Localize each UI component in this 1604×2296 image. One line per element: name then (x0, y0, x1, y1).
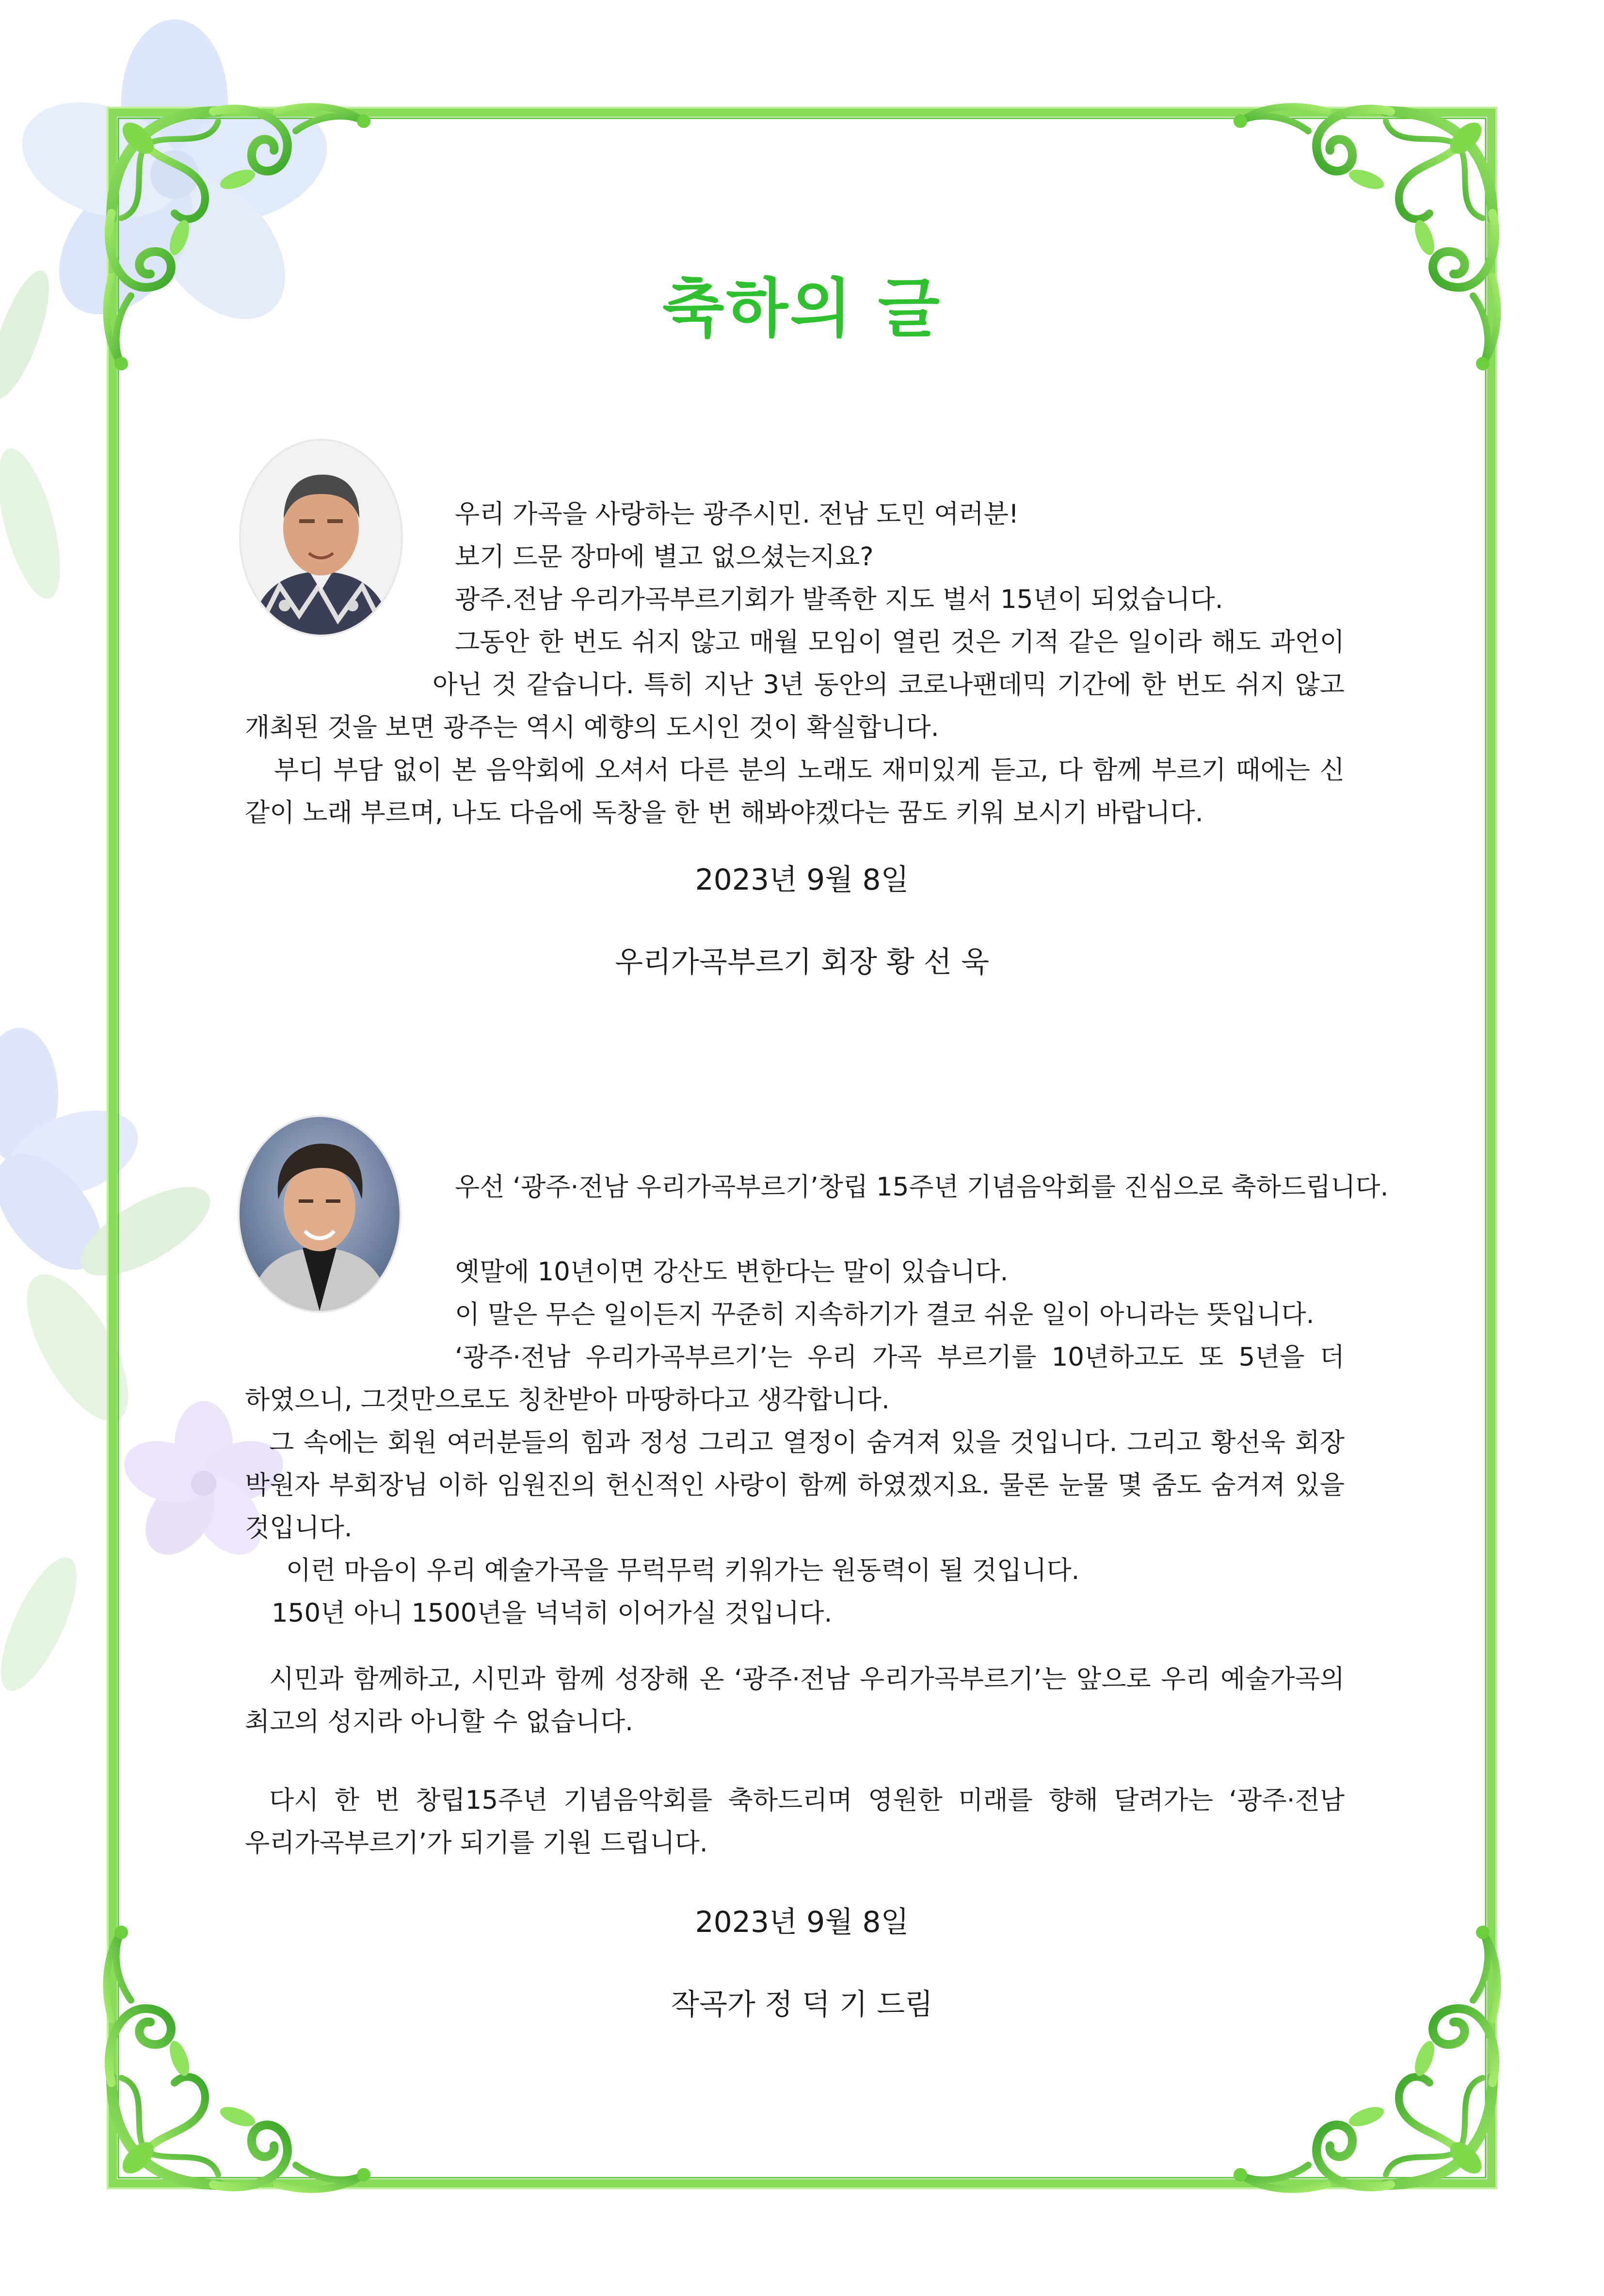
letter-2-line-13: 다시 한 번 창립15주년 기념음악회를 축하드리며 영원한 미래를 향해 달려가는 ‘광주·전남 (269, 1786, 1345, 1815)
letter-2-line-9: 이런 마음이 우리 예술가곡을 무럭무럭 키워가는 원동력이 될 것입니다. (286, 1556, 1080, 1585)
letter-2-line-12: 최고의 성지라 아니할 수 없습니다. (245, 1707, 634, 1737)
letter-2-line-11: 시민과 함께하고, 시민과 함께 성장해 온 ‘광주·전남 우리가곡부르기’는 앞으로 우리 예술가곡의 (269, 1664, 1345, 1694)
letter-2-line-3: 이 말은 무슨 일이든지 꾸준히 지속하기가 결코 쉬운 일이 아니라는 뜻입니다. (455, 1300, 1315, 1329)
ornament-bottom-left-icon (107, 1926, 370, 2189)
page-title: 축하의 글 (662, 271, 942, 346)
letter-1-line-7: 부디 부담 없이 본 음악회에 오셔서 다른 분의 노래도 재미있게 듣고, 다 함께 부르기 때에는 신 (274, 755, 1345, 785)
letter-1-line-5: 아닌 것 같습니다. 특히 지난 3년 동안의 코로나팬데믹 기간에 한 번도 쉬지 않고 (433, 670, 1345, 700)
letter-2-line-1: 우선 ‘광주·전남 우리가곡부르기’창립 15주년 기념음악회를 진심으로 축하드립니다. (455, 1172, 1389, 1202)
letter-1-line-3: 광주.전남 우리가곡부르기회가 발족한 지도 벌서 15년이 되었습니다. (455, 585, 1223, 614)
letter-1-line-8: 같이 노래 부르며, 나도 다음에 독창을 한 번 해봐야겠다는 꿈도 키워 보시기 바랍니다. (245, 798, 1203, 828)
letter-2-line-7: 박원자 부회장님 이하 임원진의 헌신적인 사랑이 함께 하였겠지요. 물론 눈물 몇 줌도 숨겨져 있을 (245, 1470, 1345, 1500)
letter-2-line-5: 하였으니, 그것만으로도 칭찬받아 마땅하다고 생각합니다. (245, 1385, 890, 1415)
letter-1-line-1: 우리 가곡을 사랑하는 광주시민. 전남 도민 여러분! (455, 499, 1019, 529)
letter-2-line-10: 150년 아니 1500년을 넉넉히 이어가실 것입니다. (272, 1598, 833, 1628)
letter-2-line-2: 옛말에 10년이면 강산도 변한다는 말이 있습니다. (455, 1257, 1009, 1287)
letter-2-date: 2023년 9월 8일 (695, 1905, 909, 1939)
letter-1-line-2: 보기 드문 장마에 별고 없으셨는지요? (455, 542, 874, 572)
portrait-icon (241, 441, 401, 635)
author-photo-2 (238, 1115, 401, 1313)
letter-2-line-4: ‘광주·전남 우리가곡부르기’는 우리 가곡 부르기를 10년하고도 또 5년을 더 (455, 1342, 1345, 1372)
portrait-icon (240, 1117, 400, 1311)
letter-2-line-8: 것입니다. (245, 1513, 353, 1543)
letter-1-date: 2023년 9월 8일 (695, 863, 909, 897)
letter-2-signature: 작곡가 정 덕 기 드림 (671, 1988, 933, 2022)
letter-2-line-6: 그 속에는 회원 여러분들의 힘과 정성 그리고 열정이 숨겨져 있을 것입니다. 그리고 황선욱 회장 (269, 1428, 1345, 1457)
author-photo-1 (239, 439, 403, 637)
letter-1-line-6: 개최된 것을 보면 광주는 역시 예향의 도시인 것이 확실합니다. (245, 713, 939, 742)
ornament-bottom-right-icon (1234, 1926, 1497, 2189)
letter-2-line-14: 우리가곡부르기’가 되기를 기원 드립니다. (245, 1828, 708, 1858)
letter-1-line-4: 그동안 한 번도 쉬지 않고 매월 모임이 열린 것은 기적 같은 일이라 해도 과언이 (455, 627, 1345, 657)
letter-1-signature: 우리가곡부르기 회장 황 선 욱 (615, 945, 989, 979)
